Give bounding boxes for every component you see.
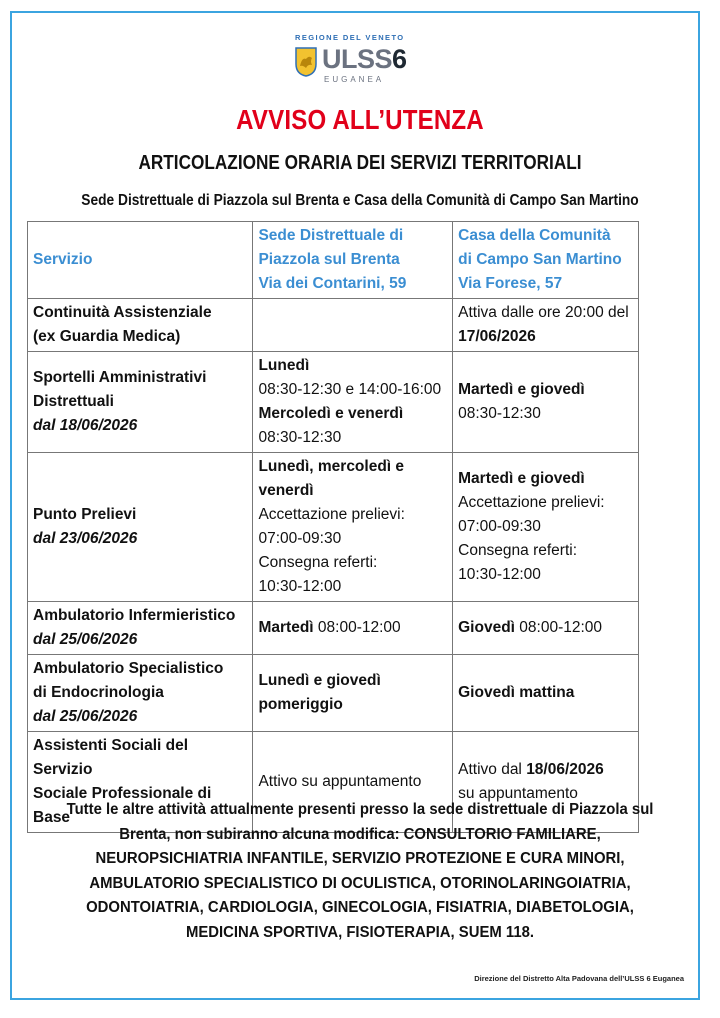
note-line: Brenta, non subiranno alcuna modifica: CONSULTORIO FAMILIARE, bbox=[119, 825, 601, 843]
site2-schedule-cell bbox=[453, 352, 639, 453]
cell-line: su appuntamento bbox=[458, 785, 578, 802]
table-body bbox=[28, 299, 639, 833]
service-date: dal 25/06/2026 bbox=[33, 708, 138, 725]
cell-line: venerdì bbox=[258, 482, 314, 499]
header-site1-line: Via dei Contarini, 59 bbox=[258, 275, 407, 292]
table-header-row bbox=[28, 222, 639, 299]
service-name: (ex Guardia Medica) bbox=[33, 328, 181, 345]
note-line: Tutte le altre attività attualmente presenti presso la sede distrettuale di Piazzola sul bbox=[66, 801, 654, 818]
service-name: Sociale Professionale di Base bbox=[33, 785, 212, 826]
site1-schedule-cell bbox=[253, 453, 453, 602]
cell-line: 07:00-09:30 bbox=[258, 530, 342, 547]
header-service: Servizio bbox=[28, 222, 253, 299]
site2-schedule-cell bbox=[453, 655, 639, 732]
site1-schedule-cell bbox=[253, 352, 453, 453]
service-name: Sportelli Amministrativi bbox=[33, 369, 207, 386]
cell-line: Lunedì e giovedì bbox=[258, 672, 381, 689]
notice-subtitle: ARTICOLAZIONE ORARIA DEI SERVIZI TERRITORIALI bbox=[138, 152, 582, 174]
table-row bbox=[28, 655, 639, 732]
cell-line: Lunedì, mercoledì e bbox=[258, 458, 405, 475]
site1-schedule-cell bbox=[253, 299, 453, 352]
header-site2 bbox=[453, 222, 639, 299]
cell-text: Attivo dal bbox=[458, 761, 527, 778]
cell-line: Accettazione prelievi: bbox=[258, 506, 405, 523]
cell-line: 07:00-09:30 bbox=[458, 518, 541, 535]
cell-line: Accettazione prelievi: bbox=[458, 494, 605, 511]
service-name: Continuità Assistenziale bbox=[33, 304, 212, 321]
service-name: Punto Prelievi bbox=[33, 506, 137, 523]
cell-line bbox=[258, 616, 447, 640]
cell-line: Attiva dalle ore 20:00 del bbox=[458, 304, 629, 321]
note-line: NEUROPSICHIATRIA INFANTILE, SERVIZIO PROTEZIONE E CURA MINORI, bbox=[95, 850, 625, 867]
cell-line: Martedì e giovedì bbox=[458, 381, 585, 398]
logo-region-text: REGIONE DEL VENETO bbox=[295, 33, 405, 42]
site1-schedule-cell bbox=[253, 602, 453, 655]
header-site2-line: di Campo San Martino bbox=[458, 251, 622, 268]
sites-line: Sede Distrettuale di Piazzola sul Brenta e Casa della Comunità di Campo San Martino bbox=[81, 192, 639, 209]
table-row bbox=[28, 602, 639, 655]
header-site2-line: Via Forese, 57 bbox=[458, 275, 563, 292]
service-date: dal 18/06/2026 bbox=[33, 417, 138, 434]
cell-line: 10:30-12:00 bbox=[458, 566, 541, 583]
logo-ulss-word: ULSS bbox=[322, 44, 393, 74]
site2-schedule-cell bbox=[453, 453, 639, 602]
cell-text: 08:00-12:00 bbox=[514, 619, 603, 636]
cell-text: Martedì bbox=[258, 619, 314, 636]
header-site1-line: Piazzola sul Brenta bbox=[258, 251, 400, 268]
service-name: Assistenti Sociali del Servizio bbox=[33, 737, 189, 778]
site2-schedule-cell bbox=[453, 299, 639, 352]
service-name: Ambulatorio Specialistico bbox=[33, 660, 224, 677]
other-activities-notes bbox=[44, 798, 676, 945]
cell-line: Giovedì mattina bbox=[458, 684, 575, 701]
service-date: dal 23/06/2026 bbox=[33, 530, 138, 547]
service-name: di Endocrinologia bbox=[33, 684, 164, 701]
service-name: Ambulatorio Infermieristico bbox=[33, 607, 236, 624]
cell-line: Consegna referti: bbox=[458, 542, 578, 559]
site2-schedule-cell bbox=[453, 602, 639, 655]
table-row bbox=[28, 453, 639, 602]
note-line: AMBULATORIO SPECIALISTICO DI OCULISTICA, OTORINOLARINGOIATRIA, bbox=[89, 874, 631, 892]
service-cell bbox=[28, 299, 253, 352]
cell-text: 18/06/2026 bbox=[526, 761, 604, 778]
table-row bbox=[28, 352, 639, 453]
service-cell bbox=[28, 655, 253, 732]
logo-area-text: EUGANEA bbox=[324, 75, 385, 84]
cell-line: Attivo su appuntamento bbox=[258, 773, 422, 790]
notice-title: AVVISO ALL’UTENZA bbox=[236, 104, 484, 135]
logo-ulss-number: 6 bbox=[392, 44, 407, 74]
service-date: dal 25/06/2026 bbox=[33, 631, 138, 648]
cell-line: 17/06/2026 bbox=[458, 328, 536, 345]
service-name: Distrettuali bbox=[33, 393, 114, 410]
header-site1 bbox=[253, 222, 453, 299]
cell-line: Lunedì bbox=[258, 357, 310, 374]
header-site1-line: Sede Distrettuale di bbox=[258, 227, 404, 244]
cell-line: 08:30-12:30 bbox=[258, 429, 342, 446]
cell-line: Martedì e giovedì bbox=[458, 470, 585, 487]
cell-line: 08:30-12:30 bbox=[458, 405, 541, 422]
schedule-table bbox=[27, 221, 639, 833]
table-row bbox=[28, 299, 639, 352]
logo-ulss-text bbox=[322, 44, 407, 74]
cell-line: 10:30-12:00 bbox=[258, 578, 342, 595]
service-cell bbox=[28, 453, 253, 602]
note-line: ODONTOIATRIA, CARDIOLOGIA, GINECOLOGIA, FISIATRIA, DIABETOLOGIA, bbox=[86, 899, 634, 916]
cell-line: pomeriggio bbox=[258, 696, 343, 713]
cell-line: 08:30-12:30 e 14:00-16:00 bbox=[258, 381, 442, 398]
cell-text: 08:00-12:00 bbox=[313, 619, 401, 636]
site1-schedule-cell bbox=[253, 655, 453, 732]
cell-line: Mercoledì e venerdì bbox=[258, 405, 404, 422]
ulss-logo bbox=[292, 33, 422, 89]
footer-direction: Direzione del Distretto Alta Padovana dell’ULSS 6 Euganea bbox=[474, 974, 684, 983]
service-cell bbox=[28, 602, 253, 655]
lion-of-saint-mark-icon bbox=[294, 47, 318, 77]
note-line: MEDICINA SPORTIVA, FISIOTERAPIA, SUEM 118. bbox=[185, 923, 535, 941]
header-site2-line: Casa della Comunità bbox=[458, 227, 611, 244]
cell-line bbox=[458, 616, 633, 640]
service-cell bbox=[28, 352, 253, 453]
cell-line: Consegna referti: bbox=[258, 554, 378, 571]
cell-line bbox=[458, 758, 633, 782]
cell-text: Giovedì bbox=[458, 619, 515, 636]
